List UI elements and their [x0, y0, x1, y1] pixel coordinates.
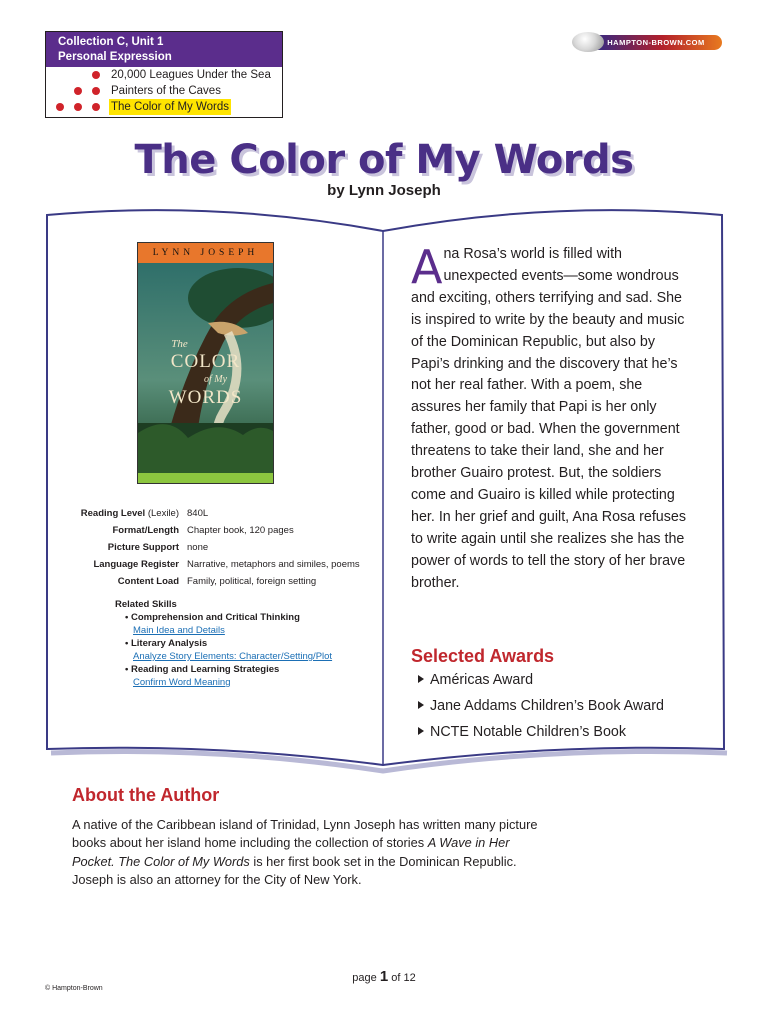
- info-row-picture-support: [50, 541, 370, 554]
- book-titles-italic: A Wave in Her Pocket. The Color of My Words: [72, 835, 510, 869]
- about-author-heading: About the Author: [72, 785, 220, 805]
- book-summary: [411, 240, 696, 595]
- awards-heading: Selected Awards: [411, 646, 555, 666]
- bullet-arrow-icon: [418, 701, 424, 709]
- logo-text: HAMPTON-BROWN.COM: [590, 35, 722, 50]
- info-label: Picture Support: [107, 542, 179, 553]
- drop-cap: A: [411, 240, 443, 294]
- award-item: NCTE Notable Children’s Book: [418, 723, 626, 741]
- cover-title: [138, 335, 273, 407]
- info-value: 840L: [187, 508, 209, 519]
- collection-item-label: The Color of My Words: [111, 101, 230, 113]
- book-info-table: [50, 507, 370, 592]
- info-value: Narrative, metaphors and similes, poems: [187, 559, 360, 570]
- skill-link-word-meaning[interactable]: Confirm Word Meaning: [133, 677, 231, 688]
- collection-title: Collection C, Unit 1: [58, 36, 164, 48]
- level-dots: [56, 99, 108, 115]
- book-cover: [137, 242, 274, 484]
- level-dots: [56, 67, 108, 83]
- related-skills-title: Related Skills: [115, 599, 177, 610]
- collection-item-leagues[interactable]: [46, 67, 282, 83]
- skill-link-story-elements[interactable]: Analyze Story Elements: Character/Setting/Plot: [133, 651, 333, 662]
- info-value: Chapter book, 120 pages: [187, 525, 294, 536]
- collection-header: [46, 32, 282, 67]
- collection-box: [45, 31, 283, 118]
- bullet-arrow-icon: [418, 727, 424, 735]
- byline: by Lynn Joseph: [327, 182, 441, 199]
- about-author-text: A native of the Caribbean island of Trinidad, Lynn Joseph has written many picture books about her island home including the collection of stories A Wave in Her Pocket. The Color of My Words is her first book set in the Dominican Republic. Joseph is also an attorney for the City of New York.: [72, 817, 538, 887]
- cover-title-the: The: [171, 338, 188, 350]
- summary-text: na Rosa’s world is filled with unexpected events—some wondrous and exciting, others terrifying and sad. She is inspired to write by the beauty and music of the Dominican Republic, but also by Papi’s drinking and the discovery that he’s not her real father. With a poem, she assures her family that Papi is her only father, good or bad. When the government threatens to take their land, she and her brother Guairo protest. But, the soldiers come and Guairo is killed while protecting her. In her grief and guilt, Ana Rosa refuses to write again until she realizes she has the power of words to tell the story of her brave brother.: [411, 246, 686, 591]
- info-row-language-register: [50, 558, 370, 571]
- info-value: Family, political, foreign setting: [187, 576, 317, 587]
- cover-author: LYNN JOSEPH: [138, 243, 273, 263]
- level-dots: [56, 83, 108, 99]
- bullet-arrow-icon: [418, 675, 424, 683]
- skill-link-main-idea[interactable]: Main Idea and Details: [133, 625, 225, 636]
- collection-item-color-of-my-words[interactable]: [46, 99, 282, 115]
- info-label: Language Register: [93, 559, 179, 570]
- info-label: Content Load: [117, 576, 179, 587]
- page-number: 1: [379, 968, 389, 985]
- copyright: © Hampton-Brown: [45, 985, 103, 992]
- cover-title-color: COLOR: [170, 351, 241, 372]
- collection-subtitle: Personal Expression: [58, 51, 172, 63]
- info-label: Format/Length: [112, 525, 179, 536]
- collection-item-painters[interactable]: [46, 83, 282, 99]
- info-row-format: [50, 524, 370, 537]
- cover-title-of-my: of My: [203, 374, 228, 385]
- hampton-brown-logo[interactable]: [572, 30, 722, 54]
- info-label: Reading Level (Lexile): [80, 508, 179, 519]
- info-row-content-load: [50, 575, 370, 588]
- skill-group-heading: • Comprehension and Critical Thinking: [125, 612, 300, 623]
- page-title: The Color of My Words: [134, 137, 634, 183]
- page-indicator: page 1 of 12: [352, 968, 416, 985]
- info-row-reading-level: [50, 507, 370, 520]
- skill-group-heading: • Literary Analysis: [125, 638, 208, 649]
- related-skills: [115, 598, 332, 689]
- skill-group-heading: • Reading and Learning Strategies: [125, 664, 280, 675]
- award-item: Jane Addams Children’s Book Award: [418, 697, 664, 715]
- collection-item-label: 20,000 Leagues Under the Sea: [111, 69, 271, 81]
- globe-icon: [572, 32, 604, 52]
- info-value: none: [187, 542, 209, 553]
- cover-title-words: WORDS: [168, 387, 243, 408]
- collection-item-label: Painters of the Caves: [111, 85, 221, 97]
- award-item: Américas Award: [418, 671, 533, 689]
- cover-strip: [138, 473, 273, 483]
